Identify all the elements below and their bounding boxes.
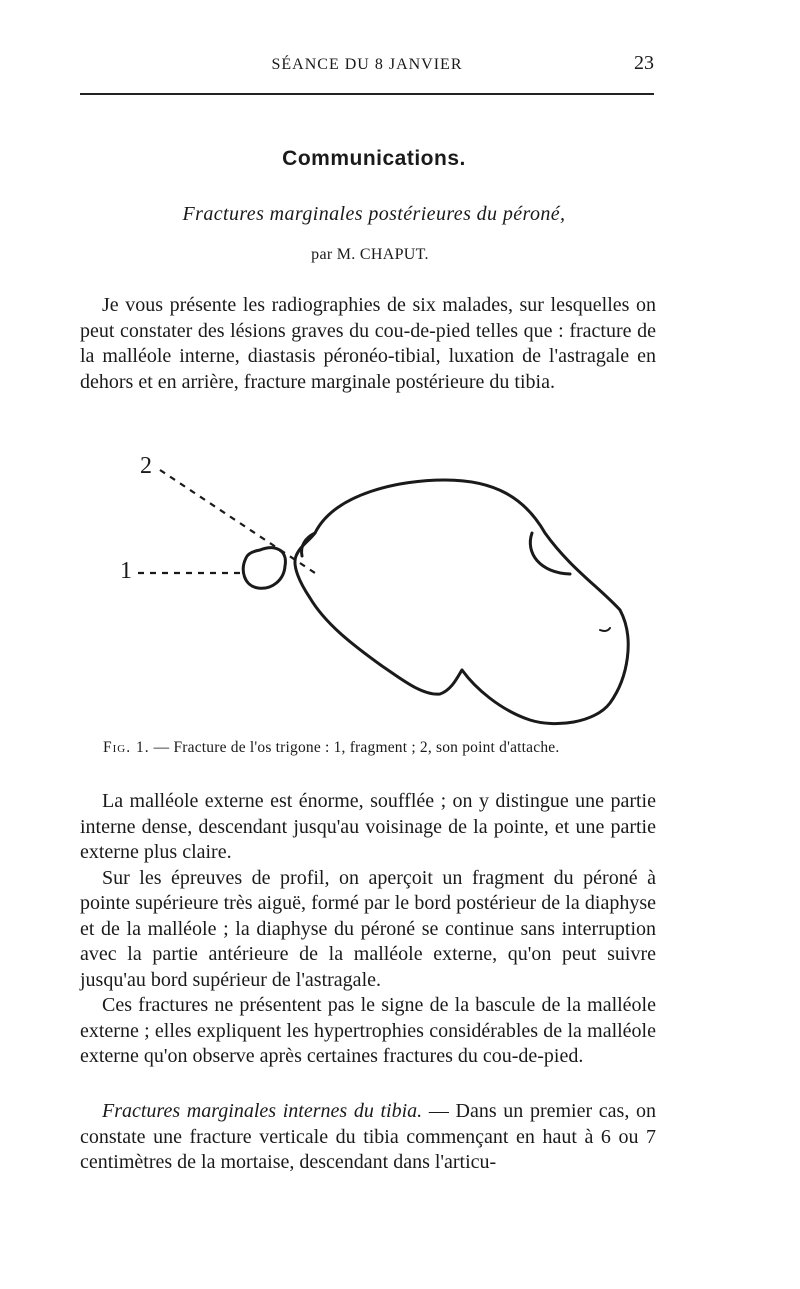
- label-2: 2: [140, 453, 152, 479]
- paragraph-block-2: [80, 789, 656, 1070]
- running-title: SÉANCE DU 8 JANVIER: [271, 56, 463, 73]
- paragraph-malleole: La malléole externe est énorme, soufflée ; on y distingue une partie interne dense, descendant jusqu'au voisinage de la pointe, et une partie externe plus claire.: [80, 790, 656, 863]
- paragraph-block-3: [80, 1099, 656, 1176]
- header-rule: [80, 93, 654, 95]
- section-title: Communications.: [282, 147, 466, 170]
- figure-caption: [103, 739, 663, 757]
- article-title: Fractures marginales postérieures du péroné,: [182, 203, 566, 225]
- bone-diagram: [100, 438, 660, 738]
- intro-paragraph-block: [80, 293, 656, 395]
- byline: par M. CHAPUT.: [311, 246, 429, 263]
- running-head: [80, 52, 654, 78]
- subsection-title: Fractures marginales internes du tibia.: [102, 1100, 423, 1122]
- figure-caption-text: — Fracture de l'os trigone : 1, fragment ; 2, son point d'attache.: [149, 739, 560, 756]
- paragraph-internes: [80, 1099, 656, 1176]
- intro-paragraph: Je vous présente les radiographies de six malades, sur lesquelles on peut constater des lésions graves du cou-de-pied telles que : fracture de la malléole interne, diastasis péronéo-tibial, luxation de l'astragale en dehors et en arrière, fracture marginale postérieure du tibia.: [80, 294, 656, 393]
- fragment-outline: [243, 548, 285, 589]
- bone-outline: [295, 480, 628, 724]
- paragraph-internes-text: — Dans un premier cas, on constate une fracture verticale du tibia commençant en haut à 6 ou 7 centimètres de la mortaise, descendant dans l'articu-: [80, 1100, 657, 1173]
- label-1: 1: [120, 558, 132, 584]
- page-number: 23: [634, 52, 654, 74]
- figure-1: [100, 438, 660, 738]
- paragraph-bascule: Ces fractures ne présentent pas le signe de la bascule de la malléole externe ; elles expliquent les hypertrophies considérables de la malléole externe qu'on observe après certaines fractures du cou-de-pied.: [80, 994, 656, 1067]
- leader-line-2: [160, 470, 315, 573]
- figure-caption-label: Fig. 1.: [103, 739, 150, 756]
- paragraph-profil: Sur les épreuves de profil, on aperçoit un fragment du péroné à pointe supérieure très aiguë, formé par le bord postérieur de la diaphyse et de la malléole ; la diaphyse du péroné se continue sans interruption avec la partie antérieure de la malléole externe, qu'on peut suivre jusqu'au bord supérieur de l'astragale.: [80, 866, 656, 991]
- bone-tick: [600, 628, 610, 631]
